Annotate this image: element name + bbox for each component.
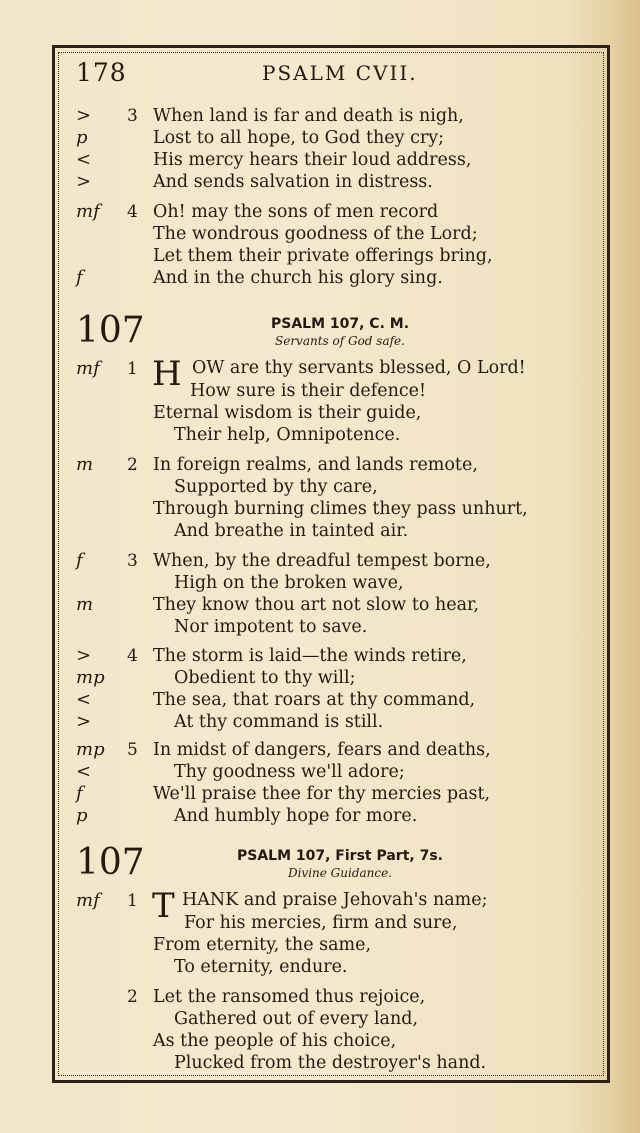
line-text: Let them their private offerings bring, [153,246,493,266]
line-text: How sure is their defence! [190,381,427,401]
dynamic-mark: > [76,171,92,192]
running-head: PSALM CVII. [262,61,418,85]
dynamic-mark: < [76,761,92,782]
dynamic-mark: mf [76,358,100,379]
line-text: Nor impotent to save. [174,617,368,637]
line-text: The storm is laid—the winds retire, [153,646,467,666]
line-text: Obedient to thy will; [174,668,356,688]
verse-number: 3 [127,551,138,571]
dynamic-mark: f [76,783,83,804]
verse-number: 2 [127,455,138,475]
verse-number: 1 [127,359,138,379]
dynamic-mark: > [76,105,92,126]
line-text: And breathe in tainted air. [174,521,409,541]
dynamic-mark: mf [76,890,100,911]
dynamic-mark: > [76,645,92,666]
hymn-number: 107 [76,842,145,883]
verse-number: 4 [127,202,138,222]
dynamic-mark: p [76,805,88,826]
hymn-title: PSALM 107, C. M. [270,316,410,332]
line-text: Their help, Omnipotence. [174,425,401,445]
line-text: When, by the dreadful tempest borne, [153,551,491,571]
drop-cap: T [152,886,175,926]
line-text: As the people of his choice, [153,1031,397,1051]
dynamic-mark: > [76,711,92,732]
line-text: Thy goodness we'll adore; [174,762,405,782]
verse-number: 2 [127,987,138,1007]
line-text: Through burning climes they pass unhurt, [153,499,528,519]
line-text: They know thou art not slow to hear, [153,595,480,615]
line-text: At thy command is still. [174,712,384,732]
dynamic-mark: p [76,127,88,148]
line-text: His mercy hears their loud address, [153,150,472,170]
line-text: And humbly hope for more. [174,806,418,826]
dynamic-mark: f [76,550,83,571]
dynamic-mark: mf [76,201,100,222]
first-line: HANK and praise Jehovah's name; [182,890,488,910]
dynamic-mark: mp [76,739,105,760]
dynamic-mark: < [76,689,92,710]
verse-number: 5 [127,740,138,760]
page-number: 178 [76,58,127,87]
line-text: In foreign realms, and lands remote, [153,455,478,475]
hymn-number: 107 [76,310,145,351]
first-line: OW are thy servants blessed, O Lord! [192,358,526,378]
line-text: Supported by thy care, [174,477,378,497]
line-text: Eternal wisdom is their guide, [153,403,422,423]
hymn-subtitle: Servants of God safe. [275,334,405,348]
dynamic-mark: mp [76,667,105,688]
line-text: To eternity, endure. [174,957,348,977]
line-text: And in the church his glory sing. [153,268,443,288]
dynamic-mark: f [76,267,83,288]
dynamic-mark: m [76,594,94,615]
dynamic-mark: < [76,149,92,170]
line-text: High on the broken wave, [174,573,404,593]
hymn-subtitle: Divine Guidance. [287,866,393,880]
line-text: Oh! may the sons of men record [153,202,439,222]
verse-number: 3 [127,106,138,126]
line-text: When land is far and death is nigh, [153,106,464,126]
line-text: In midst of dangers, fears and deaths, [153,740,491,760]
drop-cap: H [152,354,182,394]
hymn-title: PSALM 107, First Part, 7s. [236,848,443,864]
line-text: From eternity, the same, [153,935,372,955]
line-text: Lost to all hope, to God they cry; [153,128,445,148]
verse-number: 1 [127,891,138,911]
dynamic-mark: m [76,454,94,475]
line-text: And sends salvation in distress. [153,172,433,192]
line-text: The sea, that roars at thy command, [153,690,476,710]
line-text: Plucked from the destroyer's hand. [174,1053,487,1073]
line-text: The wondrous goodness of the Lord; [153,224,478,244]
line-text: We'll praise thee for thy mercies past, [153,784,491,804]
line-text: For his mercies, firm and sure, [184,913,458,933]
line-text: Gathered out of every land, [174,1009,419,1029]
verse-number: 4 [127,646,138,666]
line-text: Let the ransomed thus rejoice, [153,987,426,1007]
